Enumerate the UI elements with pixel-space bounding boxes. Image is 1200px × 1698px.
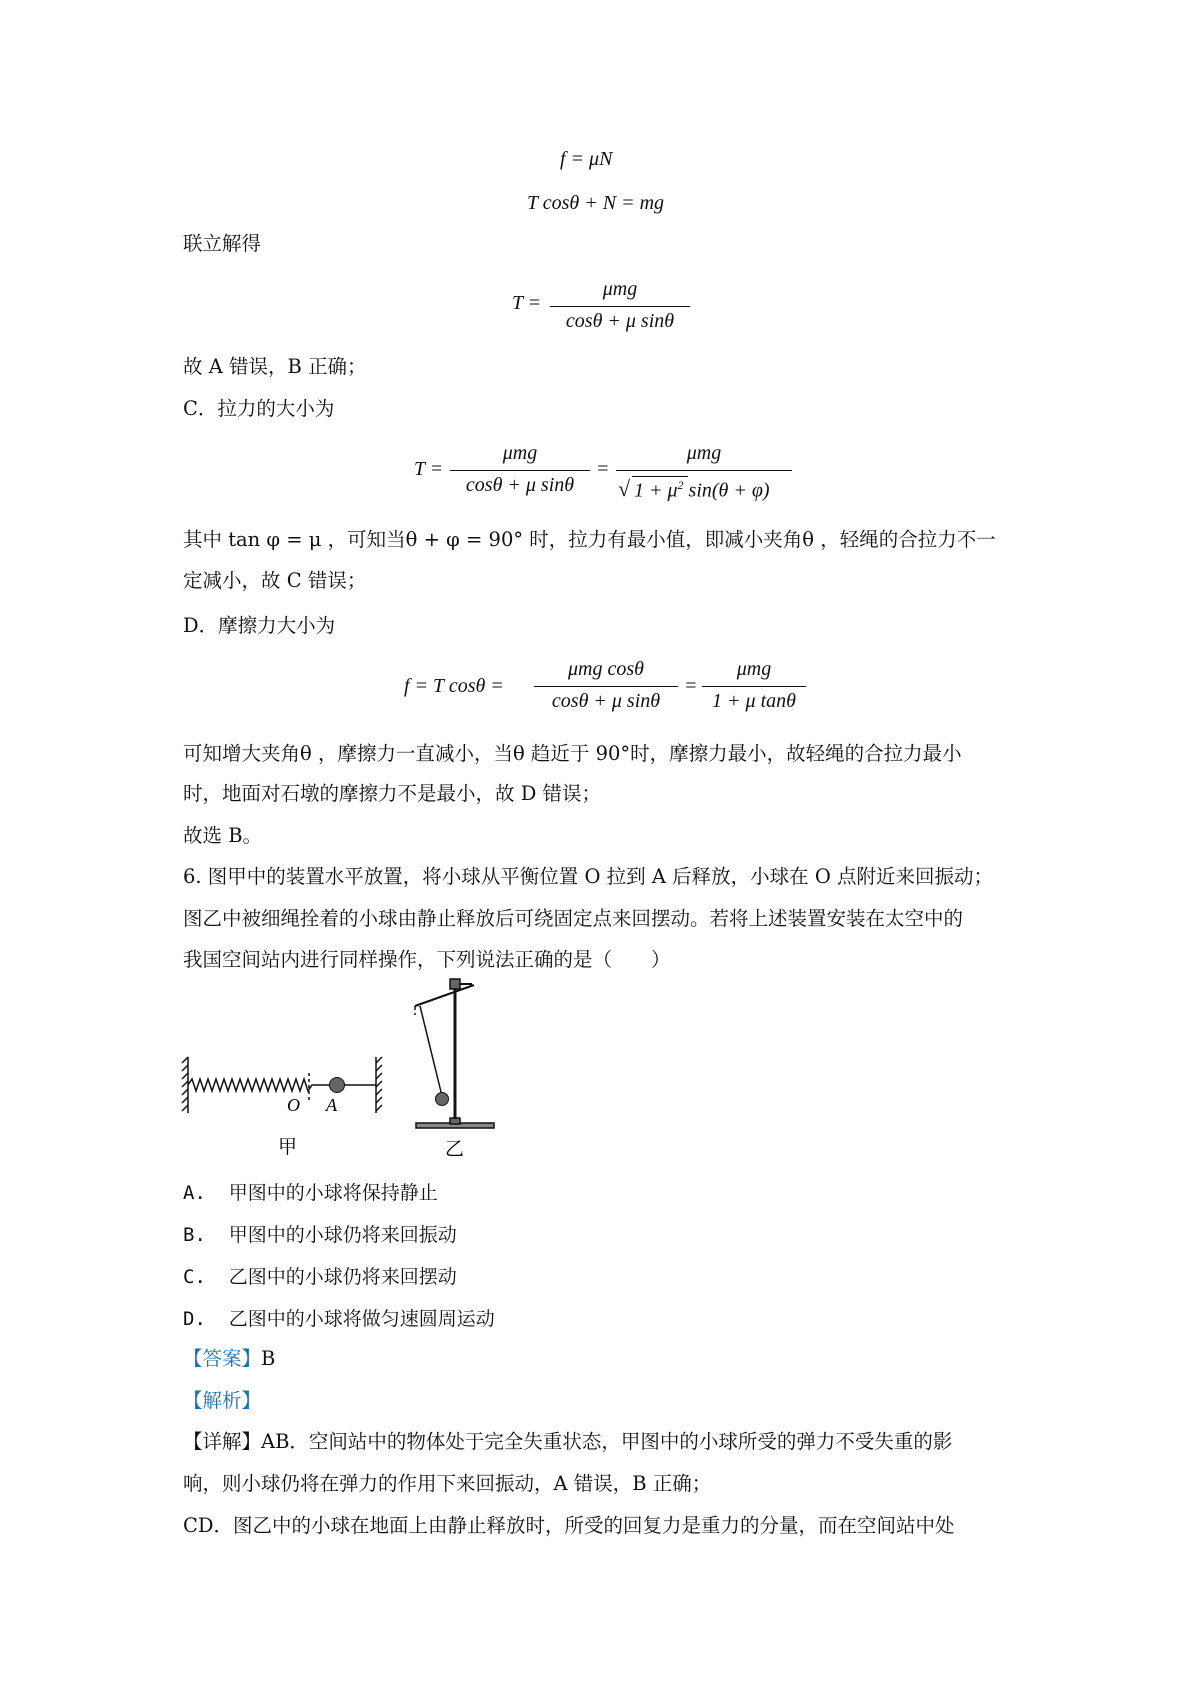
label-yi: 乙 [445,1139,465,1160]
detail-line-1: 【详解】AB．空间站中的物体处于完全失重状态，甲图中的小球所受的弹力不受失重的影 [183,1430,953,1453]
spring-ball [330,1078,345,1093]
text-c-explanation-1: 其中 tan φ = μ ，可知当θ + φ = 90° 时，拉力有最小值，即减小夹角θ ，轻绳的合拉力不一 [183,528,996,551]
spring-apparatus [182,1057,382,1113]
detail-line-3: CD．图乙中的小球在地面上由静止释放时，所受的回复力是重力的分量，而在空间站中处 [183,1514,955,1537]
text-d-explanation-1: 可知增大夹角θ ，摩擦力一直减小，当θ 趋近于 90°时，摩擦力最小，故轻绳的合拉力最小 [183,742,962,765]
detail-line-2: 响，则小球仍将在弹力的作用下来回振动，A 错误，B 正确； [183,1472,712,1495]
option-c[interactable]: C. 乙图中的小球仍将来回摆动 [183,1266,457,1288]
text-c-explanation-2: 定减小，故 C 错误； [183,569,367,592]
text-lianli: 联立解得 [183,232,262,255]
equation-friction: f = μN [560,148,613,170]
question-6-figure [180,975,540,1160]
question-6-line-3: 我国空间站内进行同样操作，下列说法正确的是（ ） [183,948,671,971]
question-6-line-2: 图乙中被细绳拴着的小球由静止释放后可绕固定点来回摆动。若将上述装置安装在太空中的 [183,907,964,930]
answer-line: 【答案】B [183,1347,276,1370]
text-d-explanation-2: 时，地面对石墩的摩擦力不是最小，故 D 错误； [183,782,602,805]
option-d[interactable]: D. 乙图中的小球将做匀速圆周运动 [183,1308,495,1330]
option-b[interactable]: B. 甲图中的小球仍将来回振动 [183,1224,457,1246]
label-jia: 甲 [278,1137,298,1158]
question-6-line-1: 6. 图甲中的装置水平放置，将小球从平衡位置 O 拉到 A 后释放，小球在 O 点附近来回振动； [183,865,994,888]
text-ab-conclusion: 故 A 错误，B 正确； [183,355,367,378]
label-A: A [326,1095,337,1115]
pendulum-apparatus [415,979,494,1128]
pendulum-ball [436,1093,449,1106]
text-option-c-heading: C．拉力的大小为 [183,397,335,420]
text-option-d-heading: D．摩擦力大小为 [183,614,336,637]
option-a[interactable]: A. 甲图中的小球将保持静止 [183,1182,438,1204]
label-O: O [287,1095,300,1115]
text-choose-b: 故选 B。 [183,824,263,847]
equation-vertical-balance: T cosθ + N = mg [527,192,665,214]
analysis-tag: 【解析】 [183,1389,262,1412]
